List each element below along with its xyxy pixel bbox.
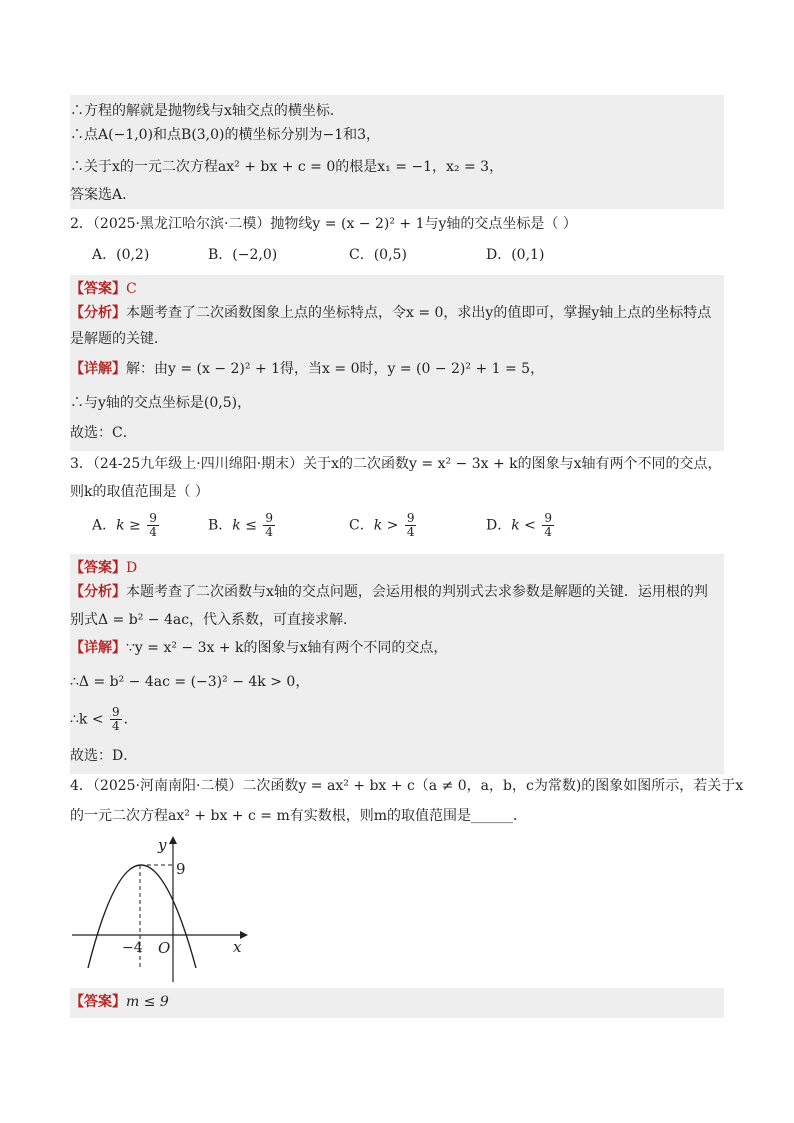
q3-option-b: B．k ≤ $\frac{9}{4}$ [208, 511, 274, 539]
q3-option-a: A．k ≥ $\frac{9}{4}$ [92, 511, 157, 539]
q3-answer: 【答案】D [70, 554, 724, 582]
q2-stem: 2．（2025·黑龙江哈尔滨·二模）抛物线y = (x − 2)² + 1与y轴的交点坐标是（ ） [70, 216, 577, 232]
vertex-x-label: −4 [122, 940, 143, 956]
q2-option-a: A．(0,2) [92, 247, 150, 263]
q3-stem-line-1: 3．（24-25九年级上·四川绵阳·期末）关于x的二次函数y = x² − 3x + k的图象与x轴有两个不同的交点， [70, 456, 722, 472]
y-axis-arrow [169, 836, 177, 844]
q3-option-d: D．k < $\frac{9}{4}$ [486, 511, 552, 539]
q2-option-c: C．(0,5) [349, 247, 407, 263]
q1-answer-line: 答案选A． [70, 181, 724, 209]
q4-answer: 【答案】m ≤ 9 [70, 988, 724, 1018]
q1-conclusion-line-3: ∴关于x的一元二次方程ax² + bx + c = 0的根是x₁ = −1，x₂ = 3， [70, 151, 724, 187]
y-axis-label: y [158, 836, 167, 854]
x-axis-label: x [233, 938, 242, 956]
q1-conclusion-line-2: ∴点A(−1,0)和点B(3,0)的横坐标分别为−1和3， [70, 121, 724, 155]
q4-parabola-graph [70, 832, 250, 984]
q3-stem-line-2: 则k的取值范围是（ ） [70, 484, 209, 500]
q3-analysis-line-2: 别式Δ = b² − 4ac，代入系数，可直接求解． [70, 606, 724, 638]
vertex-value-label: 9 [176, 860, 186, 878]
q3-option-c: C．k > $\frac{9}{4}$ [349, 511, 415, 539]
q2-option-d: D．(0,1) [486, 247, 545, 263]
q2-analysis-line-2: 是解题的关键． [70, 325, 724, 355]
origin-label: O [158, 939, 171, 957]
q3-analysis-line-1: 【分析】本题考查了二次函数与x轴的交点问题，会运用根的判别式去求参数是解题的关键．运用根的判 [70, 578, 724, 610]
q1-conclusion-line-1: ∴方程的解就是抛物线与x轴交点的横坐标． [70, 95, 724, 127]
q4-stem-line-2: 的一元二次方程ax² + bx + c = m有实数根，则m的取值范围是______． [70, 808, 527, 824]
q3-detail-line-3: ∴k < $\frac{9}{4}$ ． [70, 700, 724, 746]
q4-stem-line-1: 4．（2025·河南南阳·二模）二次函数y = ax² + bx + c（a ≠ 0，a，b，c为常数)的图象如图所示，若关于x [70, 778, 744, 794]
q2-analysis-line-1: 【分析】本题考查了二次函数图象上点的坐标特点，令x = 0，求出y的值即可，掌握y轴上点的坐标特点 [70, 299, 724, 329]
q3-detail-line-1: 【详解】∵y = x² − 3x + k的图象与x轴有两个不同的交点， [70, 634, 724, 668]
q2-answer: 【答案】C [70, 275, 724, 303]
q3-detail-line-4: 故选：D． [70, 740, 724, 774]
q2-detail-line-2: ∴与y轴的交点坐标是(0,5)， [70, 387, 724, 425]
q3-detail-line-2: ∴Δ = b² − 4ac = (−3)² − 4k > 0， [70, 664, 724, 708]
q2-detail-line-3: 故选：C． [70, 419, 724, 451]
q2-option-b: B．(−2,0) [208, 247, 278, 263]
q2-detail-line-1: 【详解】解：由y = (x − 2)² + 1得，当x = 0时，y = (0 − 2)² + 1 = 5， [70, 351, 724, 395]
